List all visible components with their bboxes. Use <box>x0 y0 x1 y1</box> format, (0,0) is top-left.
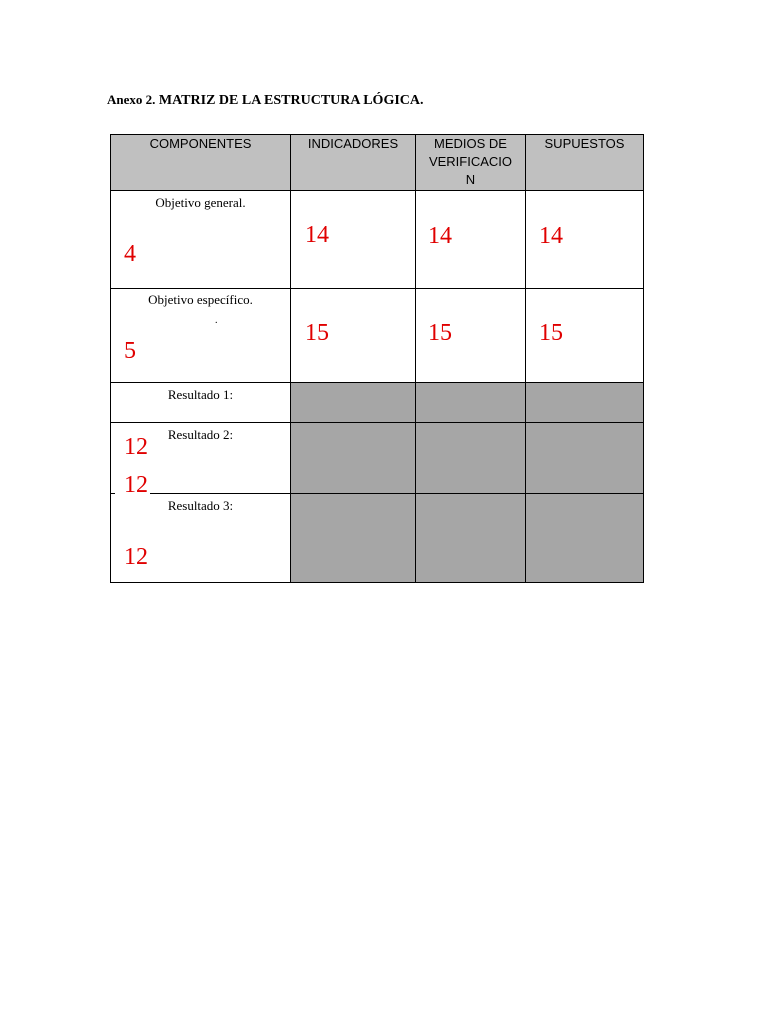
red-mark: 5 <box>124 338 136 364</box>
shaded-cell <box>416 423 526 494</box>
header-componentes: COMPONENTES <box>111 135 291 191</box>
red-mark: 15 <box>428 320 452 346</box>
red-mark-side: 12 <box>124 544 148 570</box>
header-indicadores: INDICADORES <box>291 135 416 191</box>
shaded-cell <box>291 383 416 423</box>
red-mark: 14 <box>305 222 329 248</box>
row-label: Resultado 2: <box>167 427 234 442</box>
table-row <box>111 289 644 383</box>
shaded-cell <box>291 423 416 494</box>
red-mark: 4 <box>124 241 136 267</box>
row-label: Resultado 3: <box>167 498 234 513</box>
table-row <box>111 383 644 423</box>
table-row <box>111 423 644 494</box>
header-medios-line2: VERIFICACIO <box>428 154 513 169</box>
red-mark: 14 <box>539 223 563 249</box>
row-label-cell <box>111 383 291 423</box>
document-title <box>107 92 424 109</box>
header-row <box>111 135 644 191</box>
header-medios-line3: N <box>465 172 476 187</box>
indicadores-cell <box>291 191 416 289</box>
tick-line <box>150 493 167 494</box>
shaded-cell <box>526 383 644 423</box>
shaded-cell <box>526 423 644 494</box>
title-prefix: Anexo 2. <box>107 92 156 107</box>
shaded-cell <box>526 494 644 583</box>
table-row <box>111 494 644 583</box>
header-medios <box>416 135 526 191</box>
red-mark-side: 12 <box>124 434 148 460</box>
row-label: Resultado 1: <box>167 387 234 402</box>
red-mark-side: 12 <box>124 472 148 498</box>
red-mark: 14 <box>428 223 452 249</box>
shaded-cell <box>416 383 526 423</box>
row-label: Objetivo específico. <box>148 292 253 307</box>
row-label-cell <box>111 289 291 383</box>
row-label-cell <box>111 191 291 289</box>
red-mark: 15 <box>539 320 563 346</box>
medios-cell <box>416 191 526 289</box>
tick-line <box>111 493 115 494</box>
header-supuestos: SUPUESTOS <box>526 135 644 191</box>
supuestos-cell <box>526 191 644 289</box>
indicadores-cell <box>291 289 416 383</box>
medios-cell <box>416 289 526 383</box>
row-label: Objetivo general. <box>155 195 246 210</box>
supuestos-cell <box>526 289 644 383</box>
shaded-cell <box>291 494 416 583</box>
table-row <box>111 191 644 289</box>
shaded-cell <box>416 494 526 583</box>
logical-framework-table <box>110 134 644 583</box>
header-medios-line1: MEDIOS DE <box>434 136 507 151</box>
red-mark: 15 <box>305 320 329 346</box>
title-main: MATRIZ DE LA ESTRUCTURA LÓGICA. <box>158 93 424 108</box>
dot-mark: . <box>215 315 218 326</box>
